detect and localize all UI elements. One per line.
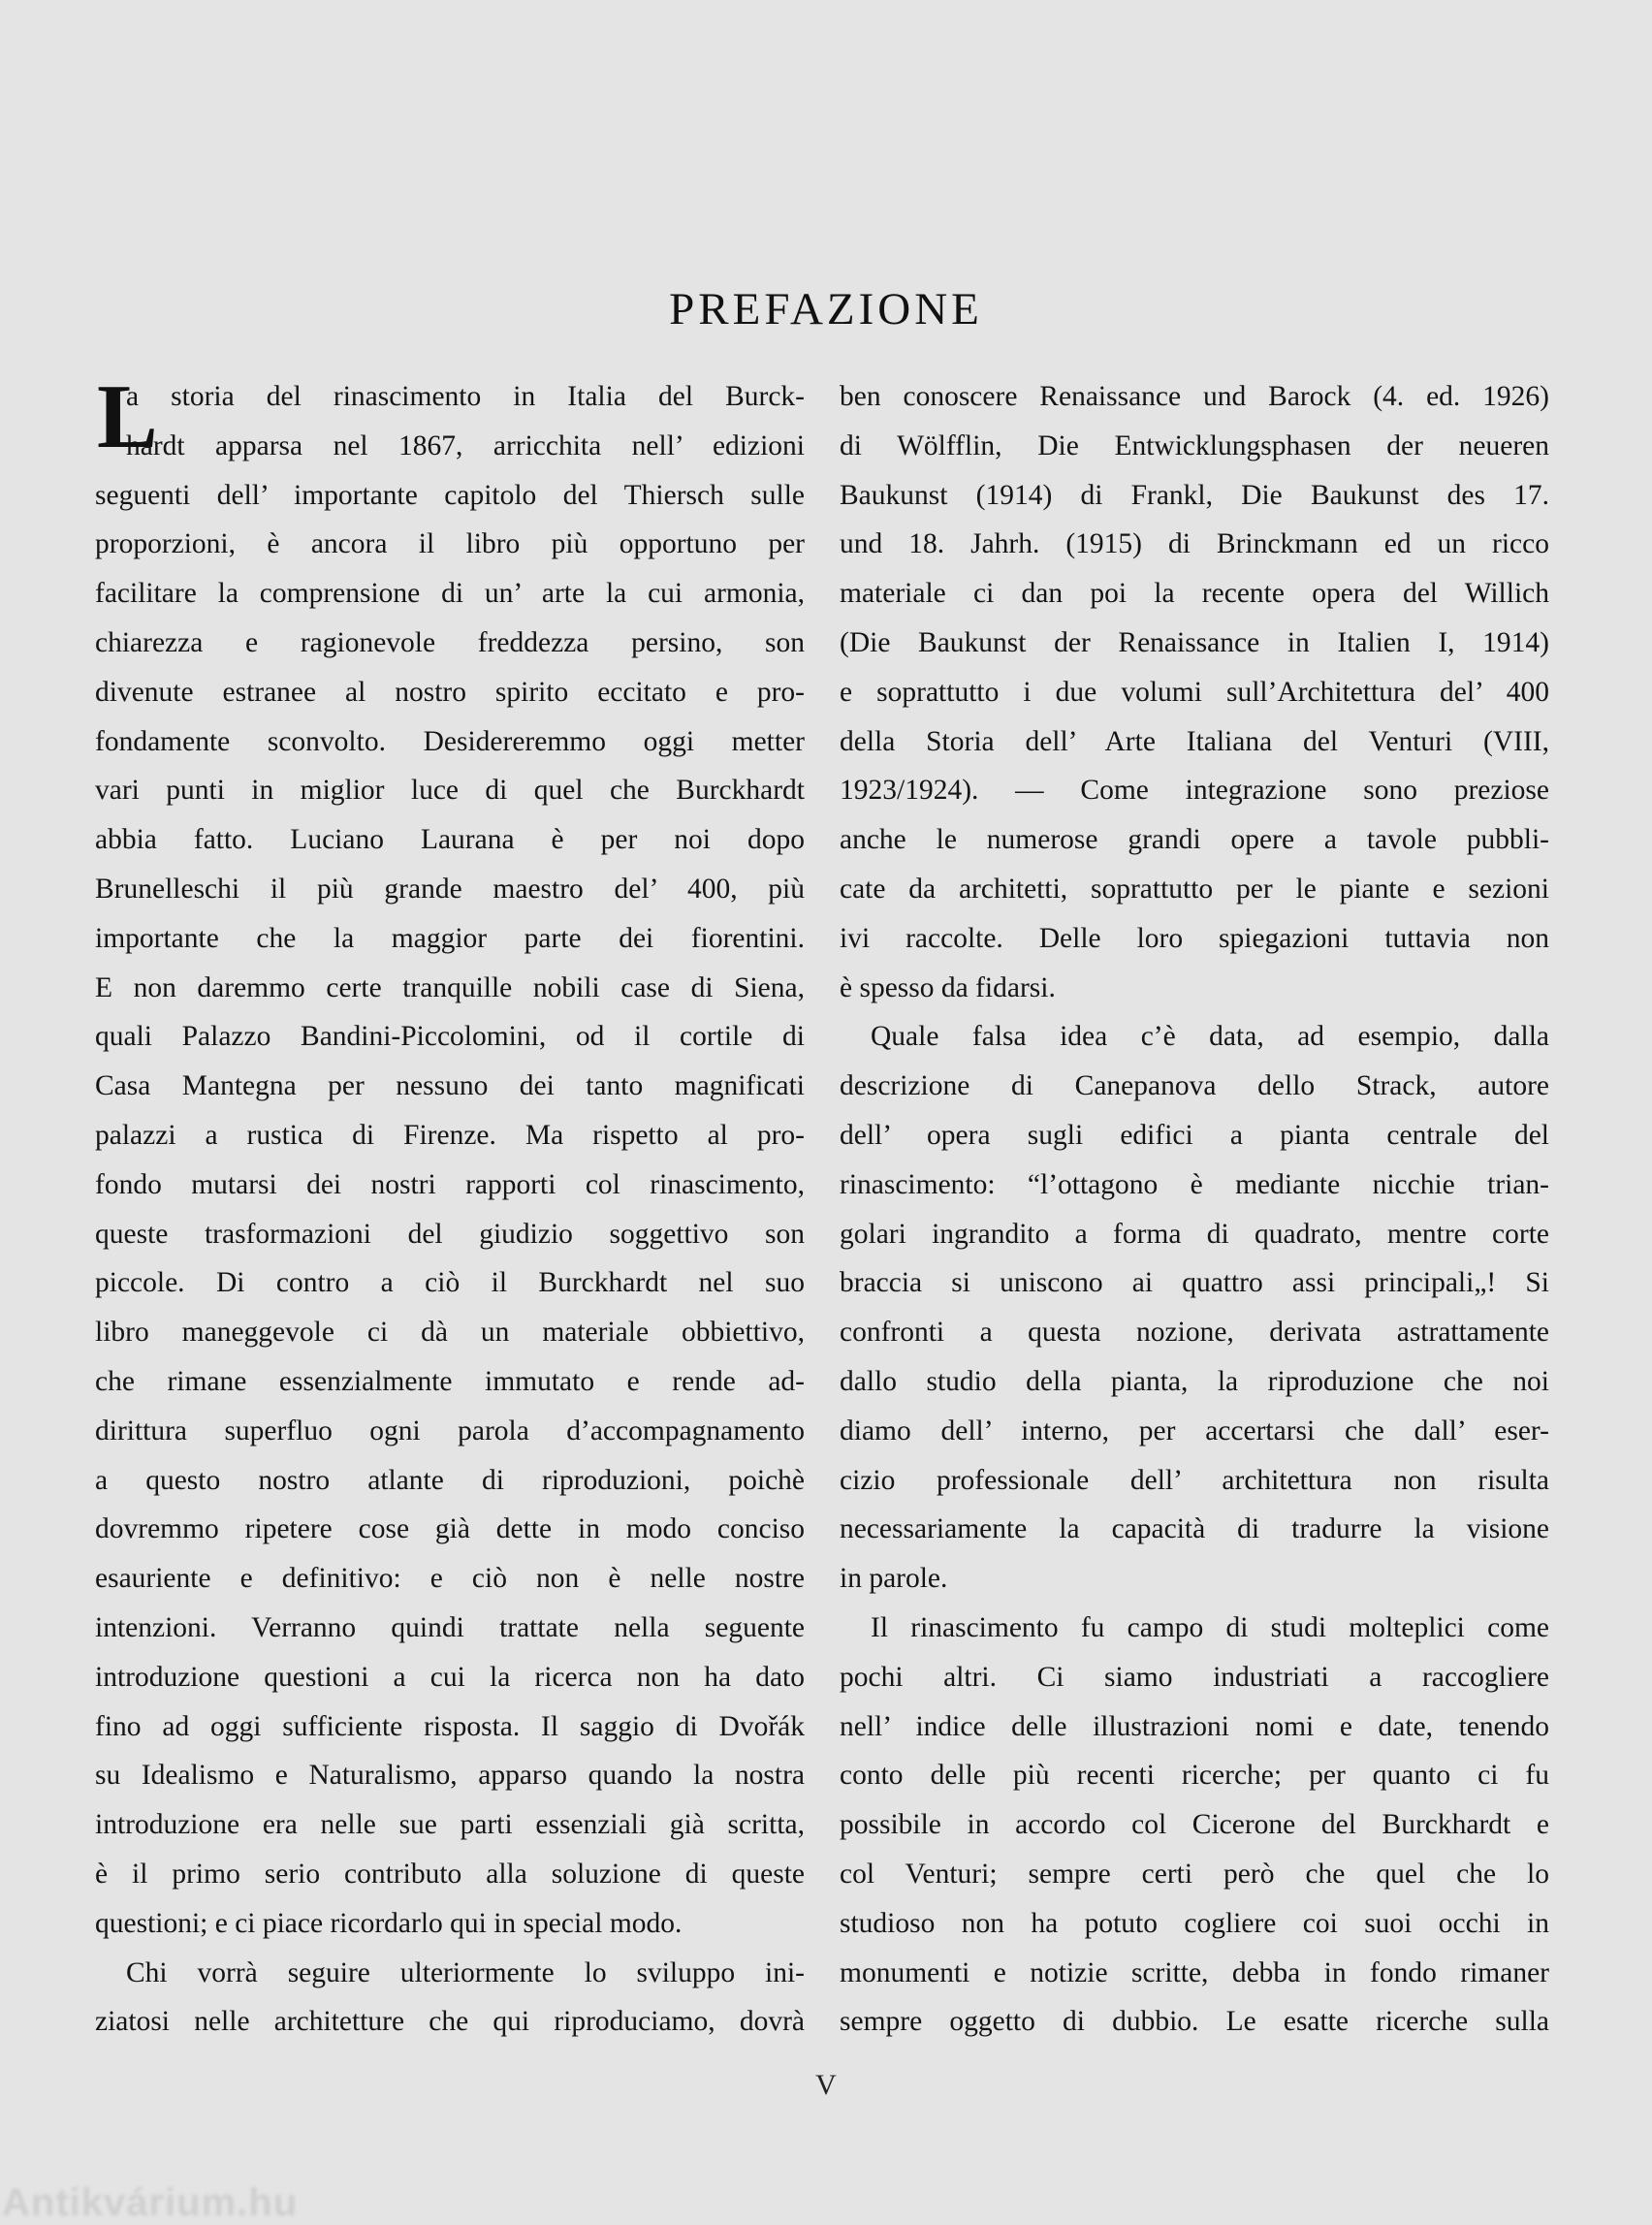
text-line: che rimane essenzialmente immutato e rende ad- xyxy=(95,1365,805,1397)
text-line: (Die Baukunst der Renaissance in Italien I, 1914) xyxy=(840,626,1549,658)
text-line: divenute estranee al nostro spirito eccitato e pro- xyxy=(95,676,805,708)
text-line: Baukunst (1914) di Frankl, Die Baukunst des 17. xyxy=(840,479,1549,511)
text-line: della Storia dell’ Arte Italiana del Venturi (VIII, xyxy=(840,725,1549,757)
text-line: fondamente sconvolto. Desidereremmo oggi metter xyxy=(95,725,805,757)
text-line: facilitare la comprensione di un’ arte la cui armonia, xyxy=(95,578,805,610)
text-line: braccia si uniscono ai quattro assi principali„! Si xyxy=(840,1267,1549,1299)
text-line: materiale ci dan poi la recente opera del Willich xyxy=(840,578,1549,610)
text-line: a questo nostro atlante di riproduzioni, poichè xyxy=(95,1464,805,1496)
text-line: proporzioni, è ancora il libro più opportuno per xyxy=(95,528,805,560)
text-line: vari punti in miglior luce di quel che Burckhardt xyxy=(95,775,805,807)
text-line: abbia fatto. Luciano Laurana è per noi dopo xyxy=(95,824,805,856)
text-line: cizio professionale dell’ architettura non risulta xyxy=(840,1464,1549,1496)
text-line: Chi vorrà seguire ulteriormente lo sviluppo ini- xyxy=(126,1956,805,1988)
text-line: quali Palazzo Bandini-Piccolomini, od il cortile di xyxy=(95,1021,805,1053)
drop-cap-initial: L xyxy=(97,366,158,467)
text-line: golari ingrandito a forma di quadrato, mentre corte xyxy=(840,1218,1549,1250)
text-line: introduzione questioni a cui la ricerca non ha dato xyxy=(95,1661,805,1693)
text-line: studioso non ha potuto cogliere coi suoi occhi in xyxy=(840,1907,1549,1939)
text-line: su Idealismo e Naturalismo, apparso quando la nostra xyxy=(95,1760,805,1792)
text-line: ivi raccolte. Delle loro spiegazioni tuttavia non xyxy=(840,922,1549,954)
text-line: Il rinascimento fu campo di studi molteplici come xyxy=(871,1611,1549,1643)
text-line: col Venturi; sempre certi però che quel che lo xyxy=(840,1858,1549,1890)
text-line: 1923/1924). — Come integrazione sono preziose xyxy=(840,775,1549,807)
text-line: in parole. xyxy=(840,1563,948,1595)
text-line: e soprattutto i due volumi sull’Architettura del’ 400 xyxy=(840,676,1549,708)
text-line: conto delle più recenti ricerche; per quanto ci fu xyxy=(840,1760,1549,1792)
text-line: ben conoscere Renaissance und Barock (4. ed. 1926) xyxy=(840,381,1549,412)
text-line: piccole. Di contro a ciò il Burckhardt nel suo xyxy=(95,1267,805,1299)
text-line: und 18. Jahrh. (1915) di Brinckmann ed un ricco xyxy=(840,528,1549,560)
text-line: intenzioni. Verranno quindi trattate nella seguente xyxy=(95,1611,805,1643)
text-line: ziatosi nelle architetture che qui riproduciamo, dovrà xyxy=(95,2006,805,2038)
text-line: hardt apparsa nel 1867, arricchita nell’ edizioni xyxy=(126,429,805,461)
text-line: importante che la maggior parte dei fiorentini. xyxy=(95,922,805,954)
text-line: sempre oggetto di dubbio. Le esatte ricerche sulla xyxy=(840,2006,1549,2038)
text-line: fino ad oggi sufficiente risposta. Il saggio di Dvořák xyxy=(95,1710,805,1742)
text-line: questioni; e ci piace ricordarlo qui in special modo. xyxy=(95,1907,683,1939)
text-line: Casa Mantegna per nessuno dei tanto magnificati xyxy=(95,1070,805,1102)
text-line: descrizione di Canepanova dello Strack, autore xyxy=(840,1070,1549,1102)
text-line: fondo mutarsi dei nostri rapporti col rinascimento, xyxy=(95,1168,805,1200)
text-line: è spesso da fidarsi. xyxy=(840,971,1056,1003)
right-column-lines xyxy=(840,372,1549,2047)
text-line: confronti a questa nozione, derivata astrattamente xyxy=(840,1317,1549,1349)
page-number: V xyxy=(815,2069,837,2101)
text-line: anche le numerose grandi opere a tavole pubbli- xyxy=(840,824,1549,856)
left-column-lines xyxy=(95,366,805,2047)
text-line: dallo studio della pianta, la riproduzione che noi xyxy=(840,1365,1549,1397)
text-line: dovremmo ripetere cose già dette in modo conciso xyxy=(95,1513,805,1545)
watermark: Antikvárium.hu xyxy=(2,2181,299,2224)
text-line: esauriente e definitivo: e ciò non è nelle nostre xyxy=(95,1563,805,1595)
right-text-column xyxy=(840,372,1549,2047)
text-line: chiarezza e ragionevole freddezza persino, son xyxy=(95,626,805,658)
left-text-column xyxy=(95,366,805,2047)
text-line: introduzione era nelle sue parti essenziali già scritta, xyxy=(95,1809,805,1841)
text-line: nell’ indice delle illustrazioni nomi e date, tenendo xyxy=(840,1710,1549,1742)
text-line: possibile in accordo col Cicerone del Burckhardt e xyxy=(840,1809,1549,1841)
page-title: PREFAZIONE xyxy=(669,284,983,334)
text-line: diamo dell’ interno, per accertarsi che dall’ eser- xyxy=(840,1414,1549,1446)
text-line: Quale falsa idea c’è data, ad esempio, dalla xyxy=(871,1021,1549,1053)
text-line: monumenti e notizie scritte, debba in fondo rimaner xyxy=(840,1956,1549,1988)
text-line: necessariamente la capacità di tradurre la visione xyxy=(840,1513,1549,1545)
text-line: è il primo serio contributo alla soluzione di queste xyxy=(95,1858,805,1890)
text-line: libro maneggevole ci dà un materiale obbiettivo, xyxy=(95,1317,805,1349)
text-line: pochi altri. Ci siamo industriati a raccogliere xyxy=(840,1661,1549,1693)
text-line: cate da architetti, soprattutto per le piante e sezioni xyxy=(840,873,1549,905)
text-line: dell’ opera sugli edifici a pianta centrale del xyxy=(840,1119,1549,1151)
text-line: a storia del rinascimento in Italia del Burck- xyxy=(126,381,805,412)
text-line: palazzi a rustica di Firenze. Ma rispetto al pro- xyxy=(95,1119,805,1151)
text-line: E non daremmo certe tranquille nobili case di Siena, xyxy=(95,971,805,1003)
text-line: rinascimento: “l’ottagono è mediante nicchie trian- xyxy=(840,1168,1549,1200)
text-line: Brunelleschi il più grande maestro del’ 400, più xyxy=(95,873,805,905)
text-line: dirittura superfluo ogni parola d’accompagnamento xyxy=(95,1414,805,1446)
text-line: di Wölfflin, Die Entwicklungsphasen der neueren xyxy=(840,429,1549,461)
text-line: seguenti dell’ importante capitolo del Thiersch sulle xyxy=(95,479,805,511)
text-line: queste trasformazioni del giudizio soggettivo son xyxy=(95,1218,805,1250)
